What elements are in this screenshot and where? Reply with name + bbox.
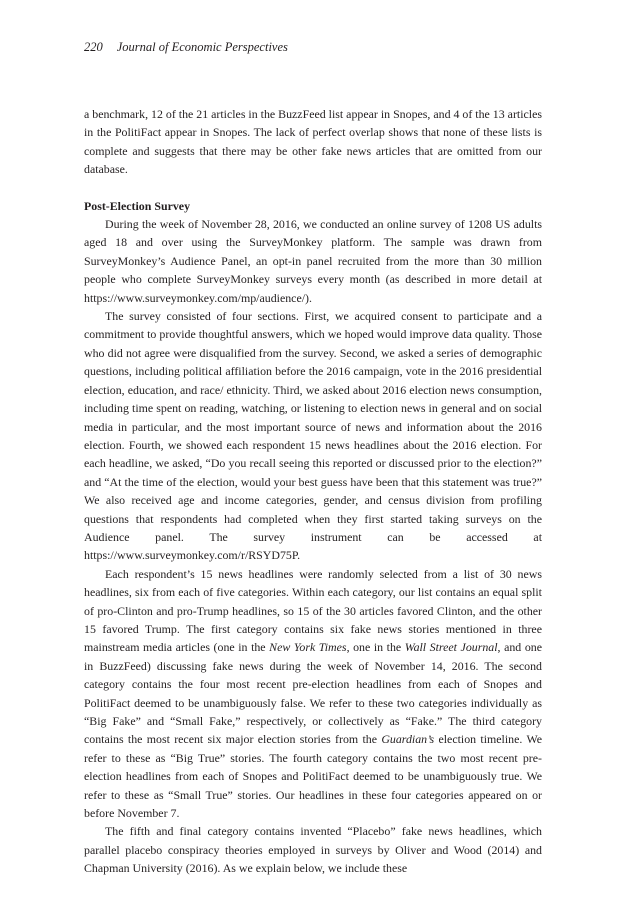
- text-run: , and one in BuzzFeed) discussing fake news during the week of November 14, 2016. The second category contains the four most recent pre-election headlines from each of Snopes and PolitiFact deemed to be unambiguously false. We refer to these two categories individually as “Big Fake” and “Small Fake,” respectively, or collectively as “Fake.” The third category contains the most recent six major election stories from the: [84, 640, 542, 747]
- paragraph-placebo: The fifth and final category contains invented “Placebo” fake news headlines, which parallel placebo conspiracy theories employed in surveys by Oliver and Wood (2014) and Chapman University (2016). As we explain below, we include these: [84, 824, 542, 876]
- paragraph-survey-sections: The survey consisted of four sections. First, we acquired consent to participate and a commitment to provide thoughtful answers, which we hoped would improve data quality. Those who did not agree were disqualified from the survey. Second, we asked a series of demographic questions, including political affiliation before the 2016 campaign, vote in the 2016 presidential election, education, and race/ ethnicity. Third, we asked about 2016 election news consumption, including time spent on reading, watching, or listening to election news in general and on social media in particular, and the most important source of news and information about the 2016 election. Fourth, we showed each respondent 15 news headlines about the 2016 election. For each headline, we asked, “Do you recall seeing this reported or discussed prior to the election?” and “At the time of the election, would your best guess have been that this statement was true?” We also received age and income categories, gender, and census division from profiling questions that respondents had completed when they first started taking surveys on the Audience panel. The survey instrument can be accessed at https://www.surveymonkey.com/r/RSYD75P.: [84, 309, 542, 563]
- running-head: [84, 40, 288, 55]
- text-run: , one in the: [346, 640, 405, 655]
- paragraph-headlines: [84, 565, 542, 823]
- article-body: [84, 105, 542, 878]
- text-run: election timeline. We refer to these as “Big True” stories. The fourth category contains the two most recent pre-election headlines from each of Snopes and PolitiFact deemed to be unambiguously true. We refer to these as “Small True” stories. Our headlines in these four categories appeared on or before November 7.: [84, 732, 542, 821]
- paragraph-continued: a benchmark, 12 of the 21 articles in the BuzzFeed list appear in Snopes, and 4 of the 13 articles in the PolitiFact appear in Snopes. The lack of perfect overlap shows that none of these lists is complete and suggests that there may be other fake news articles that are omitted from our database.: [84, 107, 542, 177]
- page-number: 220: [84, 40, 103, 54]
- paragraph-survey-intro: During the week of November 28, 2016, we conducted an online survey of 1208 US adults aged 18 and over using the SurveyMonkey platform. The sample was drawn from SurveyMonkey’s Audience Panel, an opt-in panel recruited from the more than 30 million people who complete SurveyMonkey surveys every month (as described in more detail at https://www.surveymonkey.com/mp/audience/).: [84, 217, 542, 305]
- italic-nyt: New York Times: [269, 640, 347, 655]
- section-heading: Post-Election Survey: [84, 198, 191, 213]
- italic-wsj: Wall Street Journal: [404, 640, 498, 655]
- journal-title: Journal of Economic Perspectives: [116, 40, 288, 54]
- text-run: Each respondent’s 15 news headlines were randomly selected from a list of 30 news headlines, six from each of five categories. Within each category, our list contains an equal split of pro-Clinton and pro-Trump headlines, so 15 of the 30 articles favored Clinton, and the other 15 favored Trump. The first category contains six fake news stories mentioned in three mainstream media articles (one in the: [84, 566, 542, 655]
- italic-guardian: Guardian’s: [381, 732, 435, 747]
